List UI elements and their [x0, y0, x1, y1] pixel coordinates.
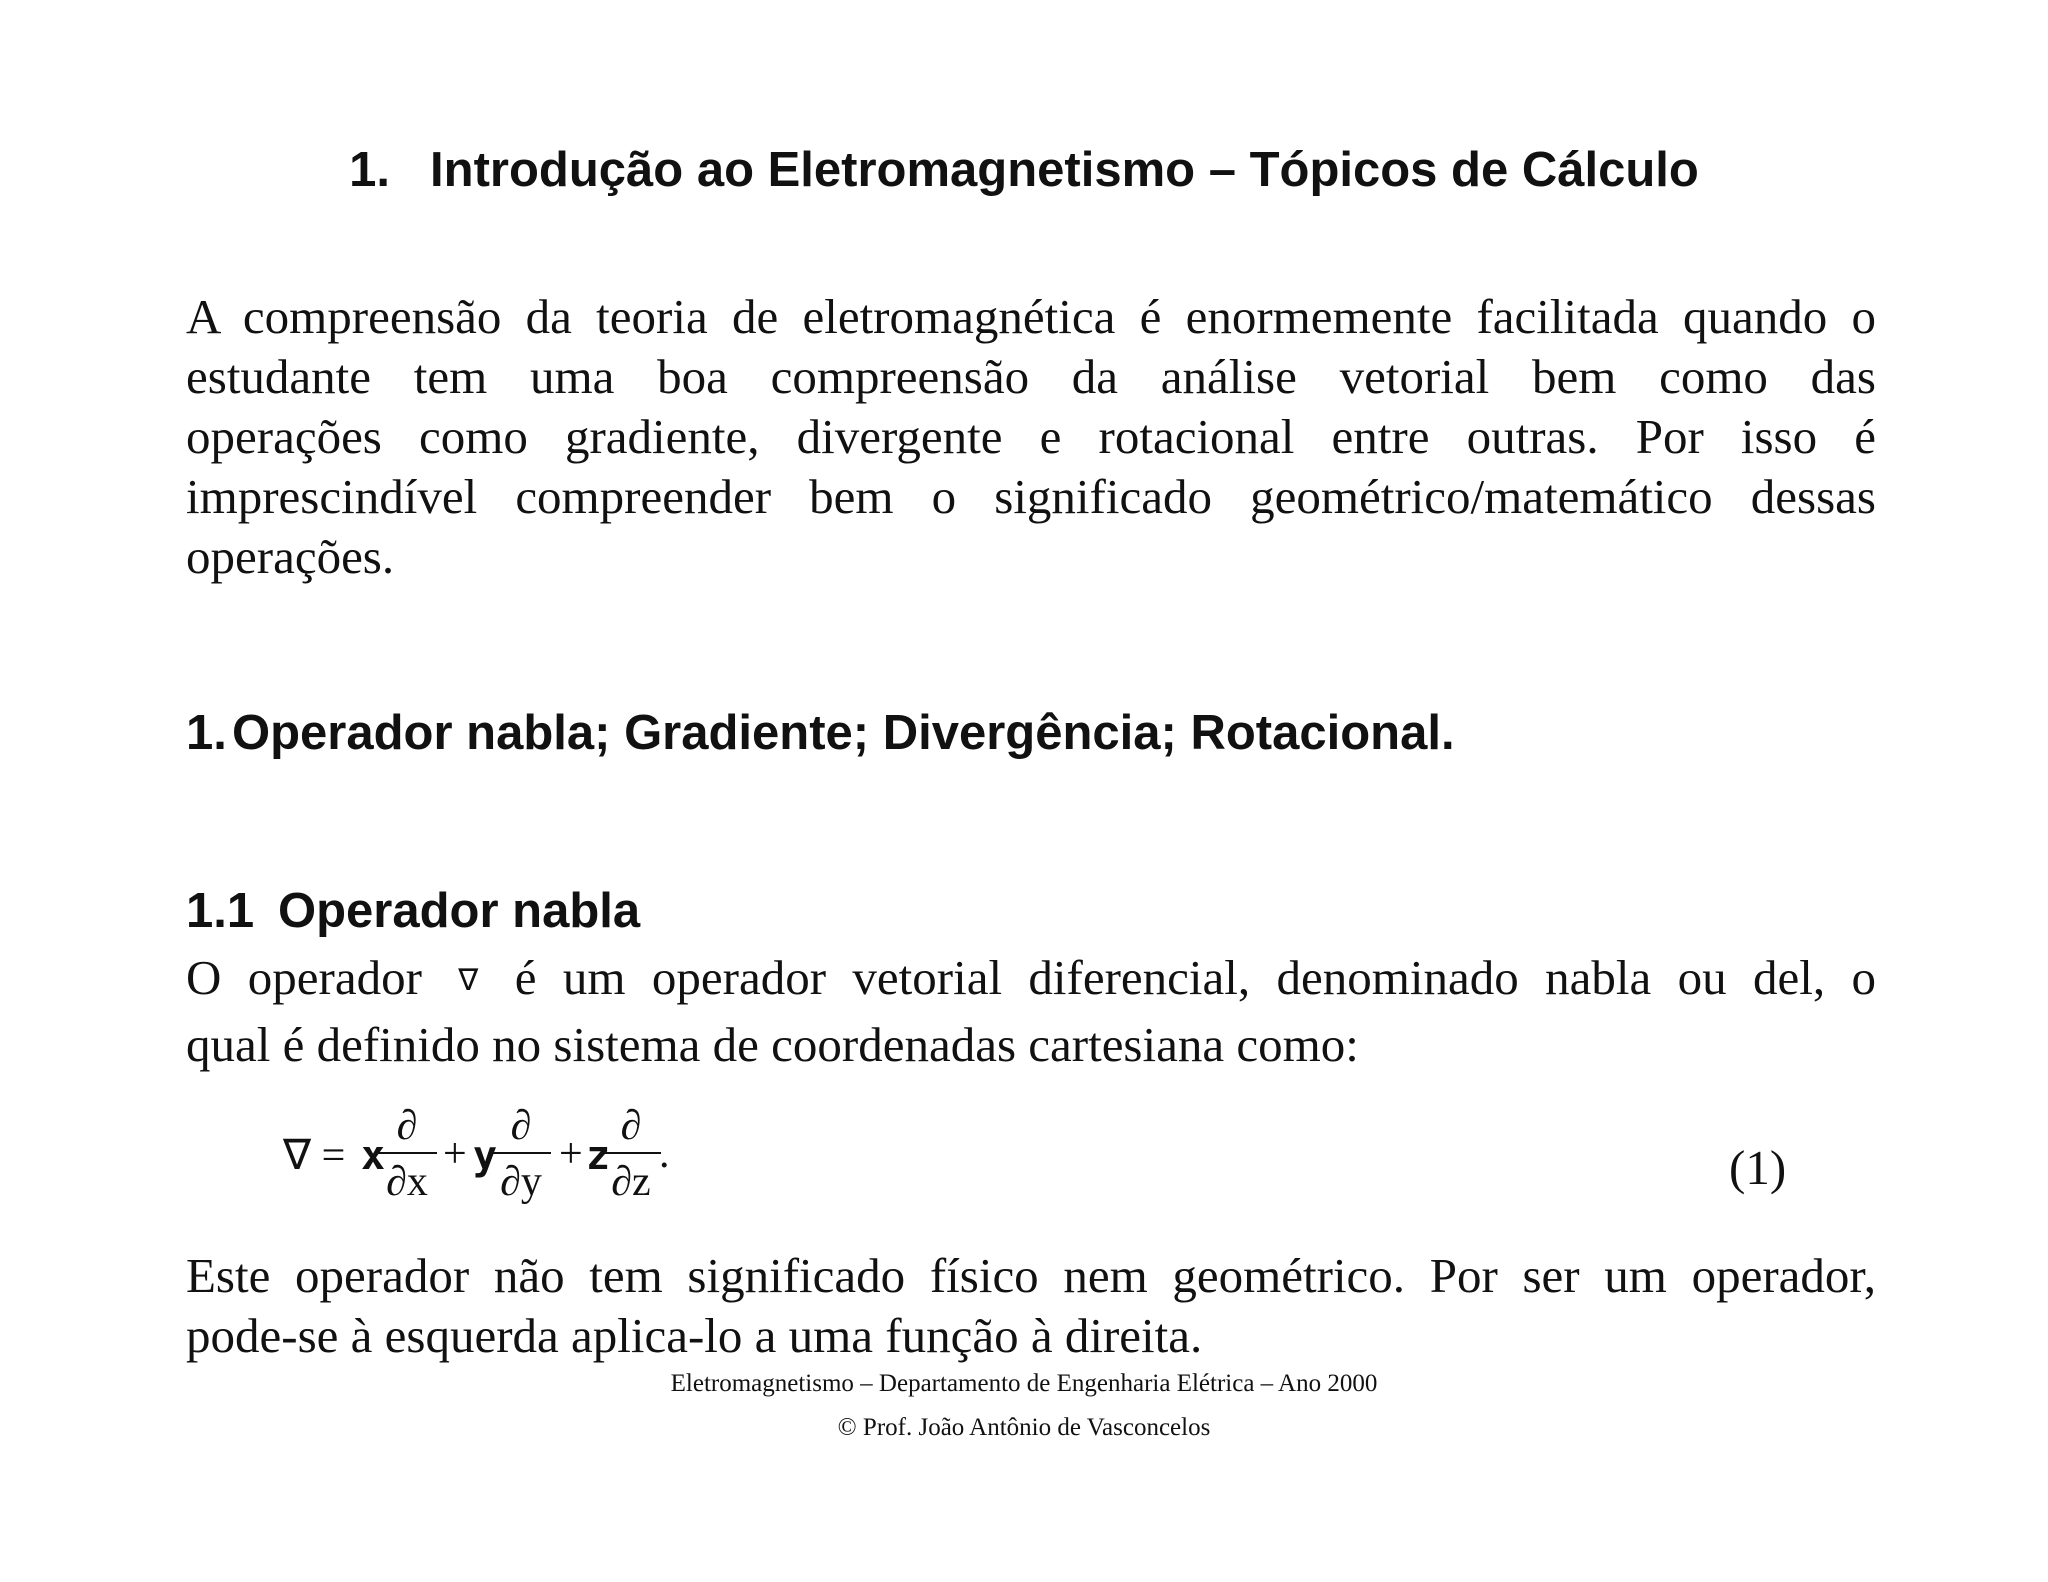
chapter-title-text: Introdução ao Eletromagnetismo – Tópicos de Cálculo [430, 143, 1699, 197]
intro-line: estudante tem uma boa compreensão da análise vetorial bem como das [186, 349, 1876, 404]
intro-line: operações. [186, 529, 395, 584]
unit-vector-x: x [361, 1133, 386, 1179]
closing-paragraph [186, 1246, 1876, 1366]
equation-lhs: ∇ = [283, 1133, 346, 1179]
section-heading-text: Operador nabla; Gradiente; Divergência; Rotacional. [232, 706, 1455, 760]
section-number: 1. [186, 706, 227, 760]
fraction-d-dy: ∂ ∂y [491, 1100, 551, 1206]
subsection-heading-text: Operador nabla [278, 884, 641, 938]
definition-line: qual é definido no sistema de coordenadas cartesiana como: [186, 1017, 1359, 1072]
intro-line: A compreensão da teoria de eletromagnética é enormemente facilitada quando o [186, 289, 1876, 344]
intro-paragraph [186, 287, 1876, 587]
intro-line: imprescindível compreender bem o significado geométrico/matemático dessas [186, 469, 1876, 524]
subsection-number: 1.1 [186, 884, 255, 938]
unit-vector-y: y [473, 1133, 498, 1179]
footer-author: © Prof. João Antônio de Vasconcelos [837, 1414, 1211, 1441]
footer-department: Eletromagnetismo – Departamento de Engenharia Elétrica – Ano 2000 [670, 1370, 1378, 1397]
fraction-d-dz: ∂ ∂z [601, 1100, 661, 1206]
chapter-title [0, 140, 2048, 200]
subsection-heading [186, 881, 640, 941]
intro-line: operações como gradiente, divergente e rotacional entre outras. Por isso é [186, 409, 1876, 464]
definition-line: O operador ∇ é um operador vetorial diferencial, denominado nabla ou del, o [186, 950, 1877, 1005]
equation-number: (1) [1729, 1140, 1787, 1195]
closing-line: pode-se à esquerda aplica-lo a uma função à direita. [186, 1308, 1203, 1363]
nabla-symbol: ∇ [458, 964, 479, 997]
fraction-d-dx: ∂ ∂x [377, 1100, 437, 1206]
section-heading [186, 703, 1455, 763]
equation-period: . [659, 1131, 670, 1177]
closing-line: Este operador não tem significado físico nem geométrico. Por ser um operador, [186, 1248, 1876, 1303]
plus-sign: + [443, 1131, 467, 1177]
chapter-number: 1. [349, 143, 391, 197]
plus-sign: + [559, 1131, 583, 1177]
definition-paragraph [186, 948, 1876, 1075]
unit-vector-z: z [586, 1133, 611, 1179]
